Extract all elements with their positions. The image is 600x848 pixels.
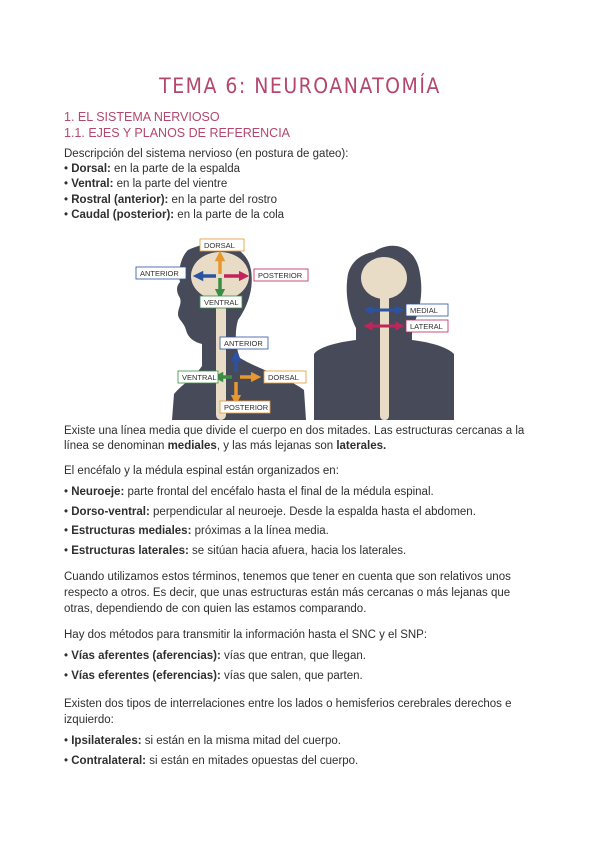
label-dorsal-top: DORSAL bbox=[204, 241, 235, 250]
label-lateral: LATERAL bbox=[410, 322, 443, 331]
methods-list bbox=[64, 646, 542, 686]
methods-intro: Hay dos métodos para transmitir la información hasta el SNC y el SNP: bbox=[64, 629, 428, 641]
label-posterior-right: POSTERIOR bbox=[258, 271, 303, 280]
back-spinal-cord bbox=[380, 294, 389, 420]
list-item: • Vías aferentes (aferencias): vías que entran, que llegan. bbox=[64, 646, 542, 666]
page-title: TEMA 6: NEUROANATOMÍA bbox=[159, 74, 441, 98]
intro-paragraph: Descripción del sistema nervioso (en postura de gateo): bbox=[64, 148, 349, 160]
organized-list bbox=[64, 483, 542, 561]
axes-list bbox=[64, 162, 542, 223]
list-item: • Estructuras laterales: se sitúan hacia afuera, hacia los laterales. bbox=[64, 542, 542, 562]
section-heading: 1. EL SISTEMA NERVIOSO bbox=[64, 110, 220, 124]
label-medial: MEDIAL bbox=[410, 306, 438, 315]
neuroanatomy-axes-figure bbox=[128, 234, 472, 420]
list-item: • Caudal (posterior): en la parte de la cola bbox=[64, 208, 542, 223]
label-posterior-bottom: POSTERIOR bbox=[224, 403, 269, 412]
list-item: • Estructuras mediales: próximas a la línea media. bbox=[64, 522, 542, 542]
list-item: • Dorso-ventral: perpendicular al neuroeje. Desde la espalda hasta el abdomen. bbox=[64, 503, 542, 523]
label-ventral-top: VENTRAL bbox=[204, 298, 239, 307]
back-brain-shape bbox=[361, 257, 407, 299]
list-item: • Neuroeje: parte frontal del encéfalo hasta el final de la médula espinal. bbox=[64, 483, 542, 503]
list-item: • Dorsal: en la parte de la espalda bbox=[64, 162, 542, 177]
label-anterior-left: ANTERIOR bbox=[140, 269, 179, 278]
organized-intro: El encéfalo y la médula espinal están organizados en: bbox=[64, 465, 339, 477]
list-item: • Contralateral: si están en mitades opuestas del cuerpo. bbox=[64, 751, 542, 771]
label-dorsal-spine: DORSAL bbox=[268, 373, 299, 382]
label-anterior-spine: ANTERIOR bbox=[224, 339, 263, 348]
label-ventral-spine: VENTRAL bbox=[182, 373, 217, 382]
interrelations-list bbox=[64, 731, 542, 771]
midline-paragraph: Existe una línea media que divide el cuerpo en dos mitades. Las estructuras cercanas a la línea se denominan mediales, y las más lejanas son laterales. bbox=[64, 425, 525, 452]
list-item: • Ventral: en la parte del vientre bbox=[64, 177, 542, 192]
subsection-heading: 1.1. EJES Y PLANOS DE REFERENCIA bbox=[64, 126, 291, 140]
relative-paragraph: Cuando utilizamos estos términos, tenemos que tener en cuenta que son relativos unos respecto a otros. Es decir, que unas estructuras están más cercanas o más lejanas que otras, dependiendo de con quien las estamos comparando. bbox=[64, 571, 511, 615]
list-item: • Rostral (anterior): en la parte del rostro bbox=[64, 193, 542, 208]
list-item: • Vías eferentes (eferencias): vías que salen, que parten. bbox=[64, 666, 542, 686]
interrelations-intro: Existen dos tipos de interrelaciones entre los lados o hemisferios cerebrales derechos e izquierdo: bbox=[64, 698, 512, 726]
list-item: • Ipsilaterales: si están en la misma mitad del cuerpo. bbox=[64, 731, 542, 751]
